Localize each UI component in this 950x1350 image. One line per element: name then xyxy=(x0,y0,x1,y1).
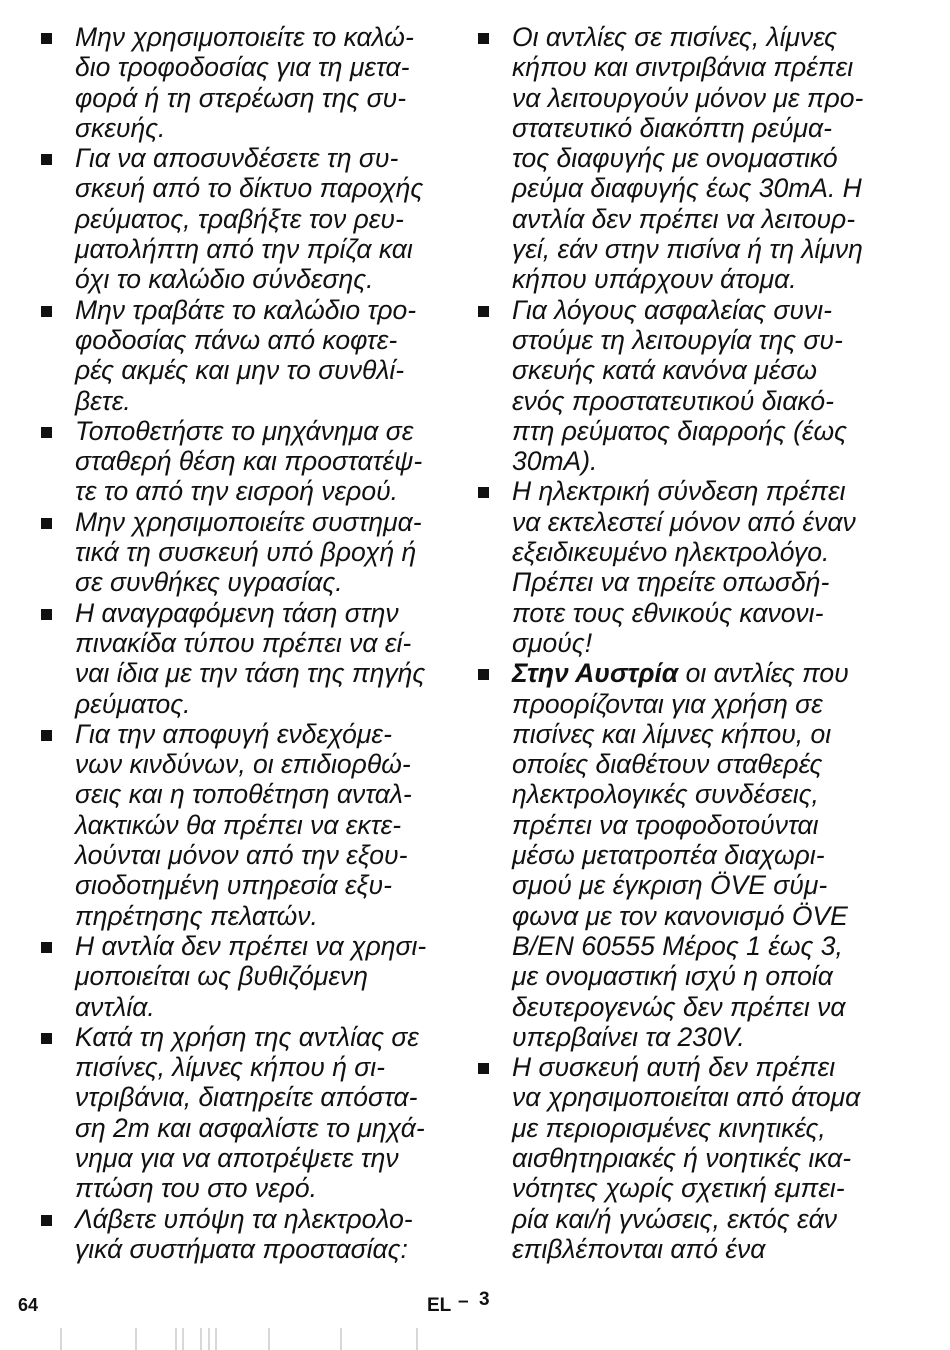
list-item xyxy=(475,658,887,1052)
text-line: ματολήπτη από την πρίζα και xyxy=(75,234,413,265)
square-bullet-icon xyxy=(41,730,52,741)
text-line: ση 2m και ασφαλίστε το μηχά- xyxy=(75,1112,425,1143)
list-item xyxy=(38,1204,450,1265)
text-line: πτώση του στο νερό. xyxy=(75,1173,317,1204)
text-line: σκευής. xyxy=(75,112,166,143)
text-line: νων κινδύνων, οι επιδιορθώ- xyxy=(75,749,411,780)
text-line xyxy=(512,658,887,688)
page-number: 64 xyxy=(18,1295,39,1315)
list-item xyxy=(38,1022,450,1204)
text-line: λακτικών θα πρέπει να εκτε- xyxy=(75,809,402,840)
list-item xyxy=(475,22,887,295)
text-line: σεις και η τοποθέτηση ανταλ- xyxy=(75,779,412,810)
text-line: ρεύματος, τραβήξτε τον ρευ- xyxy=(75,203,404,234)
text-line: Κατά τη χρήση της αντλίας σε xyxy=(75,1021,419,1052)
print-registration-marks xyxy=(40,1328,440,1350)
text-line: σμού με έγκριση ÖVE σύμ- xyxy=(512,870,828,901)
text-line: σταθερή θέση και προστατέψ- xyxy=(75,446,423,477)
square-bullet-icon xyxy=(478,1063,489,1074)
text-line: στατευτικό διακόπτη ρεύμα- xyxy=(512,112,832,143)
square-bullet-icon xyxy=(41,1215,52,1226)
text-line: προορίζονται για χρήση σε xyxy=(512,688,823,719)
text-line: να χρησιμοποιείται από άτομα xyxy=(512,1082,861,1113)
list-item xyxy=(475,295,887,477)
text-line: Η ηλεκτρική σύνδεση πρέπει xyxy=(512,476,846,507)
text-line: μέσω μετατροπέα διαχωρι- xyxy=(512,840,825,871)
text-line: αισθητηριακές ή νοητικές ικα- xyxy=(512,1142,852,1173)
list-item xyxy=(38,22,450,143)
text-line: νημα για να αποτρέψετε την xyxy=(75,1142,399,1173)
bold-lead-text: Στην Αυστρία xyxy=(512,658,679,689)
text-line: φωνα με τον κανονισμό ÖVE xyxy=(512,900,848,931)
text-line: διο τροφοδοσίας για τη μετα- xyxy=(75,52,410,83)
text-line: Λάβετε υπόψη τα ηλεκτρολο- xyxy=(75,1203,413,1234)
text-line: σκευής κατά κανόνα μέσω xyxy=(512,355,817,386)
list-item xyxy=(38,143,450,294)
text-line: στούμε τη λειτουργία της συ- xyxy=(512,324,843,355)
text-line: τε το από την εισροή νερού. xyxy=(75,476,399,507)
text-line: σμούς! xyxy=(512,627,593,658)
text-line: να λειτουργούν μόνον με προ- xyxy=(512,82,864,113)
text-line: δευτερογενώς δεν πρέπει να xyxy=(512,991,846,1022)
text-line: ηλεκτρολογικές συνδέσεις, xyxy=(512,779,819,810)
text-line: B/EN 60555 Μέρος 1 έως 3, xyxy=(512,930,843,961)
text-line: Για την αποφυγή ενδεχόμε- xyxy=(75,718,392,749)
text-line: ενός προστατευτικού διακό- xyxy=(512,385,834,416)
text-line: επιβλέπονται από ένα xyxy=(512,1233,766,1264)
text-line: σκευή από το δίκτυο παροχής xyxy=(75,173,424,204)
text-line: μοποιείται ως βυθιζόμενη xyxy=(75,961,369,992)
text-line: πισίνες και λίμνες κήπου, οι xyxy=(512,718,832,749)
square-bullet-icon xyxy=(41,942,52,953)
text-line: να εκτελεστεί μόνον από έναν xyxy=(512,506,856,537)
text-line: γικά συστήματα προστασίας: xyxy=(75,1233,408,1264)
text-line: ρεύματος. xyxy=(75,688,191,719)
text-line: λούνται μόνον από την εξου- xyxy=(75,840,408,871)
text-line: τικά τη συσκευή υπό βροχή ή xyxy=(75,537,417,568)
square-bullet-icon xyxy=(41,609,52,620)
text-line: πηρέτησης πελατών. xyxy=(75,900,318,931)
text-line: πτη ρεύματος διαρροής (έως xyxy=(512,415,848,446)
list-item xyxy=(38,719,450,931)
square-bullet-icon xyxy=(478,487,489,498)
safety-list-right xyxy=(475,22,887,1264)
text-line: Η αντλία δεν πρέπει να χρησι- xyxy=(75,930,427,961)
text-line: σιοδοτημένη υπηρεσία εξυ- xyxy=(75,870,392,901)
text-line: φορά ή τη στερέωση της συ- xyxy=(75,82,407,113)
list-item xyxy=(38,931,450,1022)
text-line: Η αναγραφόμενη τάση στην xyxy=(75,597,399,628)
safety-list-left xyxy=(38,22,450,1264)
square-bullet-icon xyxy=(478,669,489,680)
text-line: πισίνες, λίμνες κήπου ή σι- xyxy=(75,1052,385,1083)
list-item xyxy=(38,416,450,507)
text-line: ρία και/ή γνώσεις, εκτός εάν xyxy=(512,1203,837,1234)
text-line: αντλία δεν πρέπει να λειτουρ- xyxy=(512,203,856,234)
text-line: κήπου υπάρχουν άτομα. xyxy=(512,264,797,295)
text-line: πινακίδα τύπου πρέπει να εί- xyxy=(75,627,412,658)
left-column xyxy=(38,22,450,1264)
text-line: υπερβαίνει τα 230V. xyxy=(512,1021,745,1052)
text-line: Τοποθετήστε το μηχάνημα σε xyxy=(75,415,414,446)
text-line: φοδοσίας πάνω από κοφτε- xyxy=(75,324,398,355)
text-line: νότητες χωρίς σχετική εμπει- xyxy=(512,1173,845,1204)
footer-dash: – xyxy=(458,1291,469,1312)
text-line: ρεύμα διαφυγής έως 30mA. Η xyxy=(512,173,862,204)
text-line: πρέπει να τροφοδοτούνται xyxy=(512,809,819,840)
text-line: με ονομαστική ισχύ η οποία xyxy=(512,961,833,992)
text-line: 30mA). xyxy=(512,446,598,477)
list-item xyxy=(38,598,450,719)
square-bullet-icon xyxy=(41,33,52,44)
text-line: όχι το καλώδιο σύνδεσης. xyxy=(75,264,374,295)
text-line: Μην χρησιμοποιείτε συστημα- xyxy=(75,506,422,537)
text-line: Οι αντλίες σε πισίνες, λίμνες xyxy=(512,22,838,52)
text-line: με περιορισμένες κινητικές, xyxy=(512,1112,826,1143)
list-item xyxy=(475,1052,887,1264)
text-line: ναι ίδια με την τάση της πηγής xyxy=(75,658,426,689)
text-line: εξειδικευμένο ηλεκτρολόγο. xyxy=(512,537,830,568)
square-bullet-icon xyxy=(478,33,489,44)
text-line: Για λόγους ασφαλείας συνι- xyxy=(512,294,832,325)
square-bullet-icon xyxy=(41,306,52,317)
square-bullet-icon xyxy=(41,518,52,529)
text-line: Μην χρησιμοποιείτε το καλώ- xyxy=(75,22,414,52)
text-line: αντλία. xyxy=(75,991,155,1022)
text-line: οποίες διαθέτουν σταθερές xyxy=(512,749,823,780)
text-line: Πρέπει να τηρείτε οπωσδή- xyxy=(512,567,830,598)
text-line: γεί, εάν στην πισίνα ή τη λίμνη xyxy=(512,234,863,265)
text-line-rest: οι αντλίες που xyxy=(678,658,849,689)
text-line: Για να αποσυνδέσετε τη συ- xyxy=(75,143,399,174)
text-line: σε συνθήκες υγρασίας. xyxy=(75,567,343,598)
list-item xyxy=(38,507,450,598)
square-bullet-icon xyxy=(41,154,52,165)
sub-page-number: 3 xyxy=(479,1289,490,1310)
right-column xyxy=(475,22,887,1264)
square-bullet-icon xyxy=(478,306,489,317)
text-line: ρές ακμές και μην το συνθλί- xyxy=(75,355,405,386)
text-line: τος διαφυγής με ονομαστικό xyxy=(512,143,838,174)
list-item xyxy=(475,476,887,658)
square-bullet-icon xyxy=(41,427,52,438)
text-line: βετε. xyxy=(75,385,131,416)
list-item xyxy=(38,295,450,416)
text-line: Η συσκευή αυτή δεν πρέπει xyxy=(512,1052,836,1083)
language-code: EL xyxy=(427,1295,452,1316)
text-line: Μην τραβάτε το καλώδιο τρο- xyxy=(75,294,417,325)
square-bullet-icon xyxy=(41,1033,52,1044)
text-line: κήπου και σιντριβάνια πρέπει xyxy=(512,52,854,83)
text-line: ποτε τους εθνικούς κανονι- xyxy=(512,597,824,628)
text-line: ντριβάνια, διατηρείτε απόστα- xyxy=(75,1082,418,1113)
